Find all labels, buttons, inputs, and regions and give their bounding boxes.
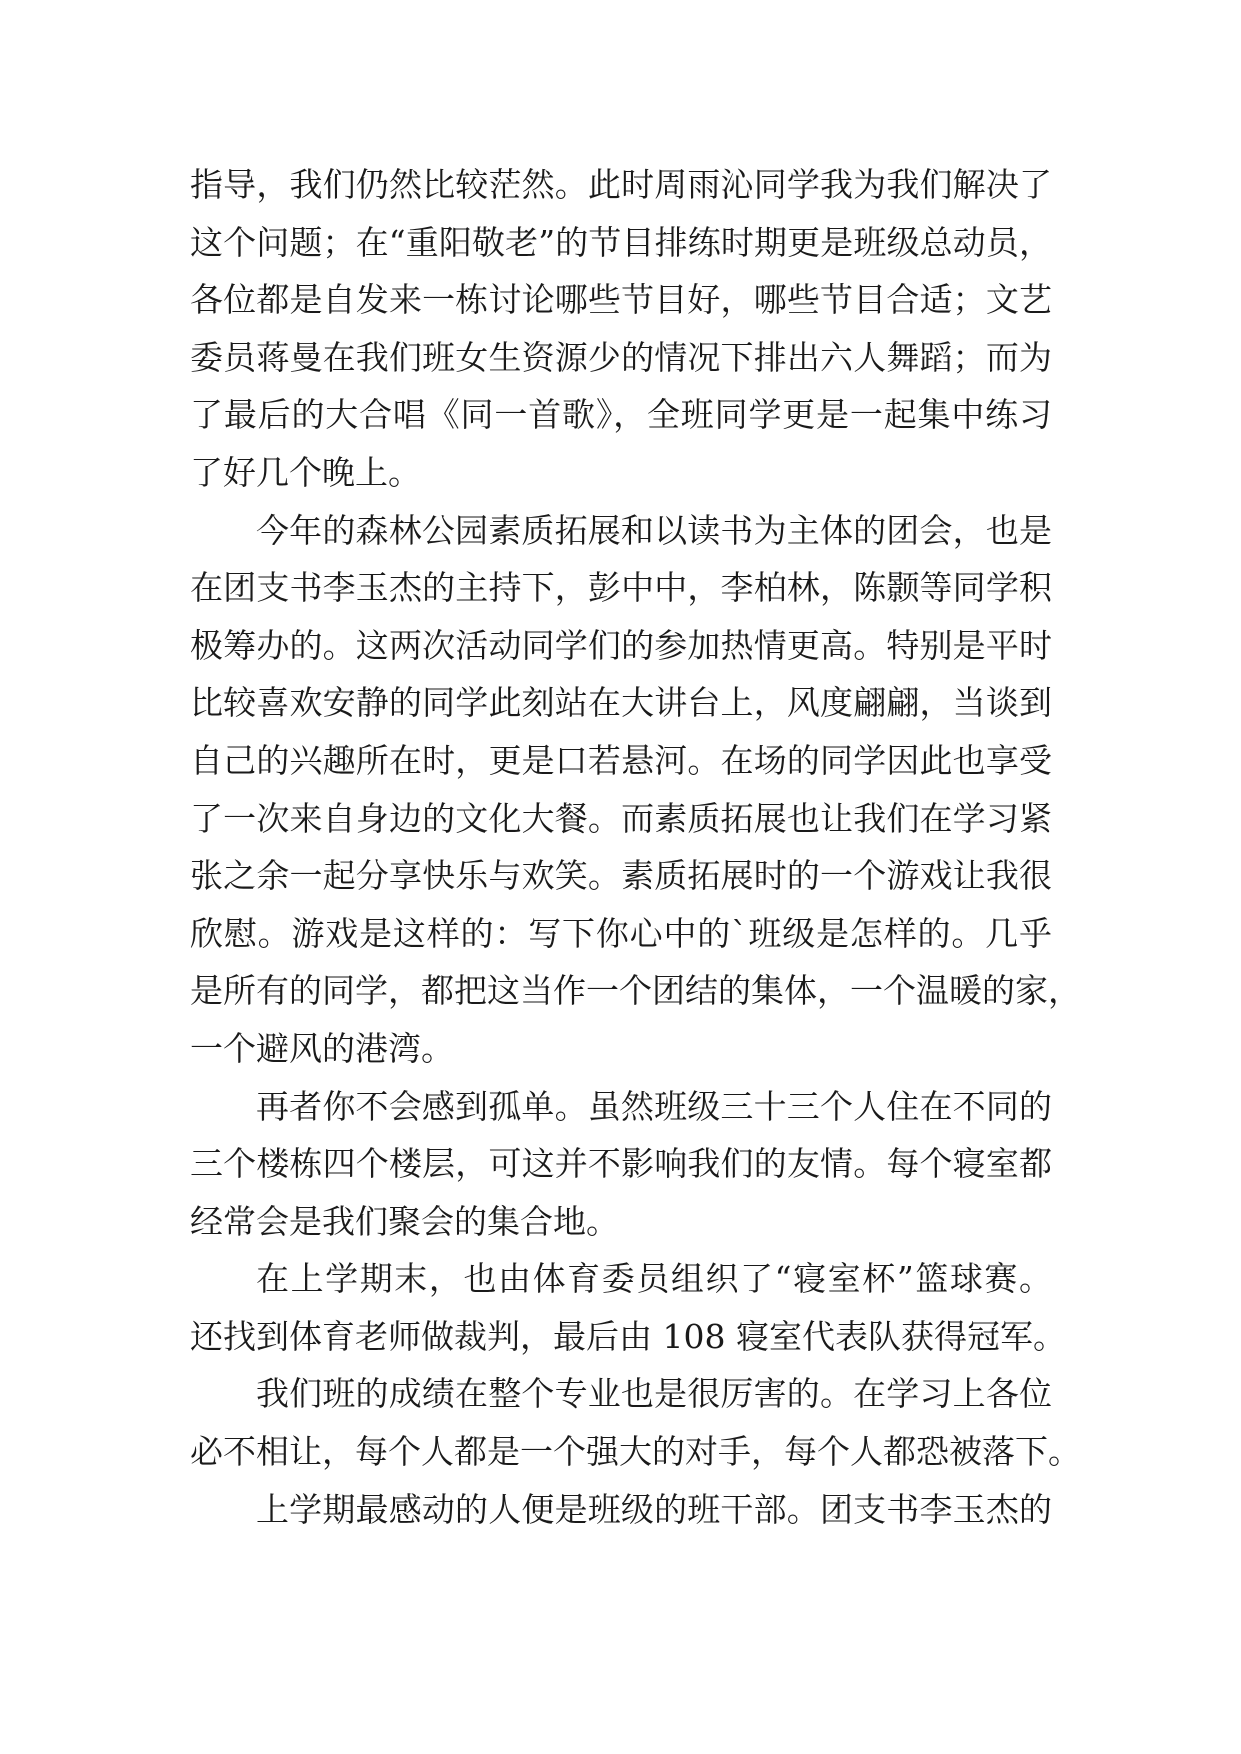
text-line: 极筹办的。这两次活动同学们的参加热情更高。特别是平时 (190, 625, 1052, 665)
text-line: 了最后的大合唱《同一首歌》，全班同学更是一起集中练习 (190, 395, 1052, 435)
paragraph-start: 今年的森林公园素质拓展和以读书为主体的团会，也是 (256, 510, 1052, 550)
text-line: 这个问题；在“重阳敬老”的节目排练时期更是班级总动员， (190, 222, 1052, 262)
text-line: 是所有的同学，都把这当作一个团结的集体，一个温暖的家， (190, 971, 1081, 1011)
text-line: 在团支书李玉杰的主持下，彭中中，李柏林，陈颢等同学积 (190, 568, 1052, 608)
text-line: 必不相让，每个人都是一个强大的对手，每个人都恐被落下。 (190, 1432, 1081, 1472)
text-line: 各位都是自发来一栋讨论哪些节目好，哪些节目合适；文艺 (190, 280, 1052, 320)
paragraph-start: 我们班的成绩在整个专业也是很厉害的。在学习上各位 (256, 1374, 1052, 1414)
text-line: 还找到体育老师做裁判，最后由 108 寝室代表队获得冠军。 (190, 1316, 1066, 1356)
text-line: 自己的兴趣所在时，更是口若悬河。在场的同学因此也享受 (190, 740, 1052, 780)
paragraph-start: 上学期最感动的人便是班级的班干部。团支书李玉杰的 (256, 1489, 1052, 1529)
text-line: 张之余一起分享快乐与欢笑。素质拓展时的一个游戏让我很 (190, 856, 1052, 896)
text-line: 经常会是我们聚会的集合地。 (190, 1201, 619, 1241)
text-line: 指导，我们仍然比较茫然。此时周雨沁同学我为我们解决了 (190, 165, 1052, 204)
paragraph-start: 在上学期末，也由体育委员组织了“寝室杯”篮球赛。 (256, 1259, 1052, 1299)
text-line: 了好几个晚上。 (190, 452, 421, 492)
paragraph-start: 再者你不会感到孤单。虽然班级三十三个人住在不同的 (256, 1086, 1052, 1126)
text-line: 委员蒋曼在我们班女生资源少的情况下排出六人舞蹈；而为 (190, 337, 1052, 377)
text-line: 欣慰。游戏是这样的：写下你心中的`班级是怎样的。几乎 (190, 913, 1052, 953)
text-line: 一个避风的港湾。 (190, 1028, 454, 1068)
text-line: 比较喜欢安静的同学此刻站在大讲台上，风度翩翩，当谈到 (190, 683, 1052, 723)
text-line: 三个楼栋四个楼层，可这并不影响我们的友情。每个寝室都 (190, 1144, 1052, 1184)
body-text (190, 156, 1081, 1538)
text-line: 了一次来自身边的文化大餐。而素质拓展也让我们在学习紧 (190, 798, 1052, 838)
